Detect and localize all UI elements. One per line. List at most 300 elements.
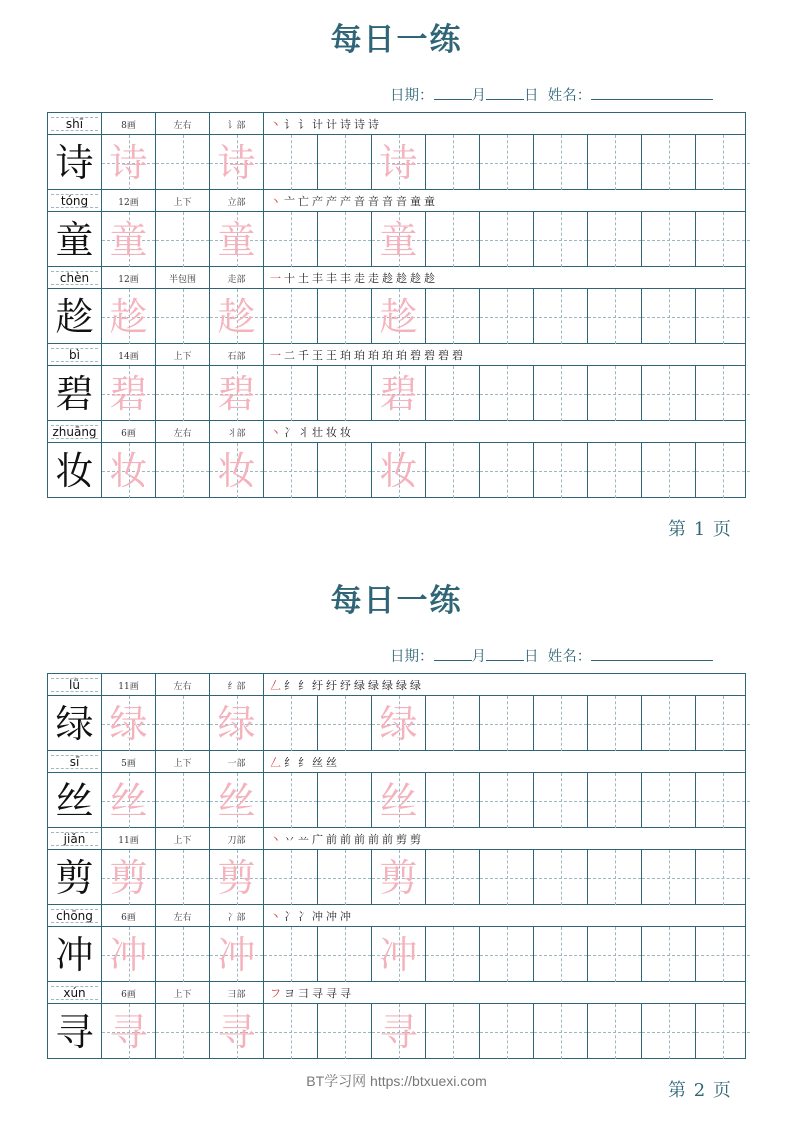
trace-character-cell[interactable] <box>102 773 156 828</box>
stroke-step: 碧 <box>452 349 463 362</box>
structure-label: 左右 <box>156 674 210 696</box>
stroke-step: 彐 <box>298 987 309 1000</box>
practice-cell[interactable] <box>696 773 750 828</box>
practice-cell[interactable] <box>588 212 642 267</box>
stroke-step: フ <box>270 987 281 1000</box>
practice-cell[interactable] <box>264 927 318 982</box>
practice-cell[interactable] <box>318 443 372 498</box>
practice-cell[interactable] <box>318 773 372 828</box>
trace-character-cell[interactable] <box>102 850 156 905</box>
practice-cell[interactable] <box>534 927 588 982</box>
radical-label: 纟部 <box>210 674 264 696</box>
stroke-count: 11画 <box>102 828 156 850</box>
trace-character: 诗 <box>109 140 148 185</box>
trace-character-cell[interactable] <box>372 696 426 751</box>
writing-row <box>48 696 745 751</box>
structure-label: 上下 <box>156 751 210 773</box>
practice-cell[interactable] <box>156 850 210 905</box>
radical-label: 冫部 <box>210 905 264 927</box>
practice-cell[interactable] <box>642 1004 696 1059</box>
trace-character: 寻 <box>109 1009 148 1054</box>
trace-character-cell[interactable] <box>210 212 264 267</box>
writing-row <box>48 927 745 982</box>
stroke-step: 纟 <box>298 756 309 769</box>
practice-cell[interactable] <box>426 443 480 498</box>
practice-cell[interactable] <box>588 443 642 498</box>
practice-cell[interactable] <box>696 1004 750 1059</box>
month-blank <box>434 647 472 661</box>
stroke-step: 童 <box>410 195 421 208</box>
stroke-step: 珀 <box>340 349 351 362</box>
practice-cell[interactable] <box>642 927 696 982</box>
model-character-cell[interactable] <box>48 212 102 267</box>
trace-character: 童 <box>109 217 148 262</box>
stroke-step: 绿 <box>368 679 379 692</box>
trace-character: 剪 <box>109 855 148 900</box>
practice-cell[interactable] <box>426 289 480 344</box>
stroke-step: 冲 <box>326 910 337 923</box>
trace-character: 诗 <box>217 140 256 185</box>
stroke-step: 碧 <box>410 349 421 362</box>
model-character: 绿 <box>55 701 94 746</box>
practice-cell[interactable] <box>480 443 534 498</box>
trace-character-cell[interactable] <box>102 135 156 190</box>
character-info-row <box>48 421 745 443</box>
trace-character-cell[interactable] <box>210 366 264 421</box>
structure-label: 上下 <box>156 190 210 212</box>
model-character: 冲 <box>55 932 94 977</box>
date-label: 日期： <box>390 649 434 665</box>
character-info-row <box>48 982 745 1004</box>
pinyin-label: chōng <box>48 905 102 927</box>
trace-character-cell[interactable] <box>210 850 264 905</box>
stroke-step: 冫 <box>298 910 309 923</box>
stroke-step: 丰 <box>340 272 351 285</box>
model-character-cell[interactable] <box>48 135 102 190</box>
student-info-line <box>390 645 746 666</box>
writing-row <box>48 773 745 828</box>
stroke-step: 亡 <box>298 195 309 208</box>
stroke-step: 前 <box>340 833 351 846</box>
trace-character: 丝 <box>379 778 418 823</box>
pinyin-label: sī <box>48 751 102 773</box>
model-character-cell[interactable] <box>48 773 102 828</box>
stroke-step: 绿 <box>396 679 407 692</box>
stroke-order-sequence <box>266 982 744 1004</box>
practice-cell[interactable] <box>588 1004 642 1059</box>
trace-character-cell[interactable] <box>372 212 426 267</box>
stroke-step: 王 <box>326 349 337 362</box>
trace-character: 碧 <box>109 371 148 416</box>
practice-cell[interactable] <box>588 773 642 828</box>
practice-cell[interactable] <box>642 135 696 190</box>
practice-cell[interactable] <box>264 366 318 421</box>
stroke-order-sequence <box>266 421 744 443</box>
trace-character-cell[interactable] <box>372 366 426 421</box>
stroke-order-sequence <box>266 344 744 366</box>
practice-cell[interactable] <box>480 927 534 982</box>
trace-character-cell[interactable] <box>372 1004 426 1059</box>
stroke-step: 剪 <box>410 833 421 846</box>
structure-label: 上下 <box>156 982 210 1004</box>
practice-cell[interactable] <box>480 366 534 421</box>
stroke-step: 𠃋 <box>270 756 281 769</box>
trace-character-cell[interactable] <box>102 443 156 498</box>
stroke-order-sequence <box>266 905 744 927</box>
trace-character: 妆 <box>379 448 418 493</box>
trace-character-cell[interactable] <box>210 289 264 344</box>
stroke-step: 千 <box>298 349 309 362</box>
practice-cell[interactable] <box>318 696 372 751</box>
trace-character-cell[interactable] <box>210 1004 264 1059</box>
trace-character: 诗 <box>379 140 418 185</box>
trace-character: 剪 <box>379 855 418 900</box>
practice-cell[interactable] <box>642 366 696 421</box>
practice-cell[interactable] <box>588 289 642 344</box>
trace-character: 丝 <box>217 778 256 823</box>
trace-character-cell[interactable] <box>372 773 426 828</box>
model-character: 诗 <box>55 140 94 185</box>
trace-character-cell[interactable] <box>210 696 264 751</box>
model-character: 妆 <box>55 448 94 493</box>
trace-character: 寻 <box>379 1009 418 1054</box>
stroke-step: 珀 <box>368 349 379 362</box>
practice-cell[interactable] <box>480 850 534 905</box>
practice-cell[interactable] <box>588 135 642 190</box>
practice-cell[interactable] <box>696 443 750 498</box>
character-info-row <box>48 905 745 927</box>
pinyin-label: tóng <box>48 190 102 212</box>
name-label: 姓名： <box>547 88 592 104</box>
stroke-step: 绿 <box>382 679 393 692</box>
practice-cell[interactable] <box>534 289 588 344</box>
stroke-step: 丶 <box>270 195 281 208</box>
writing-row <box>48 1004 745 1059</box>
model-character-cell[interactable] <box>48 850 102 905</box>
pinyin-label: shī <box>48 113 102 135</box>
stroke-step: 丰 <box>326 272 337 285</box>
stroke-step: 王 <box>312 349 323 362</box>
practice-cell[interactable] <box>318 289 372 344</box>
stroke-count: 6画 <box>102 905 156 927</box>
practice-cell[interactable] <box>588 696 642 751</box>
practice-cell[interactable] <box>318 1004 372 1059</box>
pinyin-label: lǜ <box>48 674 102 696</box>
site-footer: BT学习网 https://btxuexi.com <box>306 1073 487 1089</box>
trace-character-cell[interactable] <box>372 135 426 190</box>
trace-character-cell[interactable] <box>102 1004 156 1059</box>
stroke-step: 丝 <box>326 756 337 769</box>
stroke-count: 5画 <box>102 751 156 773</box>
model-character: 童 <box>55 217 94 262</box>
stroke-step: 走 <box>354 272 365 285</box>
trace-character-cell[interactable] <box>102 927 156 982</box>
character-info-row <box>48 751 745 773</box>
radical-label: 石部 <box>210 344 264 366</box>
stroke-step: 广 <box>312 833 323 846</box>
trace-character-cell[interactable] <box>102 696 156 751</box>
stroke-step: 一 <box>270 272 281 285</box>
radical-label: 讠部 <box>210 113 264 135</box>
trace-character: 趁 <box>217 294 256 339</box>
practice-cell[interactable] <box>642 696 696 751</box>
day-label: 日 <box>524 649 539 665</box>
practice-cell[interactable] <box>696 366 750 421</box>
radical-label: 刀部 <box>210 828 264 850</box>
practice-cell[interactable] <box>156 696 210 751</box>
trace-character-cell[interactable] <box>210 773 264 828</box>
trace-character-cell[interactable] <box>210 927 264 982</box>
stroke-step: 寻 <box>326 987 337 1000</box>
stroke-step: 𠃋 <box>270 679 281 692</box>
practice-cell[interactable] <box>534 135 588 190</box>
practice-cell[interactable] <box>156 773 210 828</box>
practice-cell[interactable] <box>318 927 372 982</box>
practice-cell[interactable] <box>480 289 534 344</box>
stroke-step: 音 <box>382 195 393 208</box>
practice-cell[interactable] <box>696 927 750 982</box>
stroke-step: 计 <box>326 118 337 131</box>
writing-row <box>48 289 745 344</box>
structure-label: 左右 <box>156 905 210 927</box>
pinyin-label: xún <box>48 982 102 1004</box>
practice-cell[interactable] <box>264 289 318 344</box>
stroke-step: 音 <box>354 195 365 208</box>
month-label: 月 <box>471 88 486 104</box>
stroke-step: 剪 <box>396 833 407 846</box>
stroke-step: 前 <box>368 833 379 846</box>
stroke-step: 前 <box>382 833 393 846</box>
model-character-cell[interactable] <box>48 696 102 751</box>
practice-cell[interactable] <box>534 212 588 267</box>
stroke-step: 珀 <box>396 349 407 362</box>
stroke-step: 寻 <box>312 987 323 1000</box>
trace-character: 寻 <box>217 1009 256 1054</box>
practice-cell[interactable] <box>426 773 480 828</box>
practice-cell[interactable] <box>642 773 696 828</box>
name-blank <box>591 86 713 100</box>
character-info-row <box>48 113 745 135</box>
practice-cell[interactable] <box>534 850 588 905</box>
character-info-row <box>48 267 745 289</box>
practice-cell[interactable] <box>426 850 480 905</box>
model-character-cell[interactable] <box>48 927 102 982</box>
practice-cell[interactable] <box>480 135 534 190</box>
stroke-order-sequence <box>266 828 744 850</box>
practice-cell[interactable] <box>534 773 588 828</box>
stroke-step: 冫 <box>284 426 295 439</box>
practice-cell[interactable] <box>480 773 534 828</box>
page-number: 第 2 页 <box>668 1080 732 1101</box>
practice-cell[interactable] <box>696 135 750 190</box>
practice-cell[interactable] <box>426 1004 480 1059</box>
stroke-step: 产 <box>326 195 337 208</box>
date-label: 日期： <box>390 88 434 104</box>
structure-label: 左右 <box>156 421 210 443</box>
character-info-row <box>48 828 745 850</box>
practice-cell[interactable] <box>426 366 480 421</box>
stroke-step: 诗 <box>368 118 379 131</box>
practice-cell[interactable] <box>696 696 750 751</box>
practice-grid <box>47 673 746 1059</box>
stroke-step: 绿 <box>410 679 421 692</box>
structure-label: 上下 <box>156 344 210 366</box>
practice-cell[interactable] <box>318 850 372 905</box>
practice-cell[interactable] <box>642 289 696 344</box>
stroke-step: 诗 <box>354 118 365 131</box>
trace-character-cell[interactable] <box>372 850 426 905</box>
stroke-step: 土 <box>298 272 309 285</box>
pinyin-label: chèn <box>48 267 102 289</box>
stroke-order-sequence <box>266 751 744 773</box>
stroke-step: 纡 <box>326 679 337 692</box>
practice-cell[interactable] <box>264 212 318 267</box>
stroke-step: 讠 <box>298 118 309 131</box>
name-blank <box>591 647 713 661</box>
pinyin-label: jiǎn <box>48 828 102 850</box>
stroke-step: 纡 <box>312 679 323 692</box>
practice-cell[interactable] <box>426 135 480 190</box>
practice-cell[interactable] <box>588 927 642 982</box>
stroke-step: 丶 <box>270 118 281 131</box>
stroke-step: 寻 <box>340 987 351 1000</box>
trace-character-cell[interactable] <box>210 443 264 498</box>
trace-character: 碧 <box>379 371 418 416</box>
stroke-order-sequence <box>266 267 744 289</box>
practice-cell[interactable] <box>426 696 480 751</box>
stroke-step: 䒑 <box>298 833 309 846</box>
page-title: 每日一练 <box>330 22 463 58</box>
trace-character-cell[interactable] <box>102 289 156 344</box>
stroke-step: 产 <box>312 195 323 208</box>
stroke-count: 6画 <box>102 982 156 1004</box>
radical-label: 走部 <box>210 267 264 289</box>
trace-character: 冲 <box>379 932 418 977</box>
practice-cell[interactable] <box>642 850 696 905</box>
practice-cell[interactable] <box>264 773 318 828</box>
day-blank <box>486 86 524 100</box>
practice-cell[interactable] <box>318 366 372 421</box>
stroke-step: 纟 <box>284 756 295 769</box>
stroke-step: 纾 <box>340 679 351 692</box>
stroke-step: 音 <box>396 195 407 208</box>
trace-character-cell[interactable] <box>372 289 426 344</box>
practice-cell[interactable] <box>156 366 210 421</box>
stroke-step: 趁 <box>424 272 435 285</box>
stroke-step: 冲 <box>312 910 323 923</box>
trace-character: 趁 <box>379 294 418 339</box>
practice-cell[interactable] <box>264 135 318 190</box>
stroke-step: ヨ <box>284 987 295 1000</box>
stroke-step: 碧 <box>424 349 435 362</box>
structure-label: 半包围 <box>156 267 210 289</box>
model-character: 碧 <box>55 371 94 416</box>
stroke-step: 丰 <box>312 272 323 285</box>
trace-character: 绿 <box>109 701 148 746</box>
stroke-step: 前 <box>326 833 337 846</box>
stroke-count: 11画 <box>102 674 156 696</box>
practice-cell[interactable] <box>534 696 588 751</box>
practice-cell[interactable] <box>156 289 210 344</box>
trace-character-cell[interactable] <box>102 212 156 267</box>
structure-label: 左右 <box>156 113 210 135</box>
practice-cell[interactable] <box>642 212 696 267</box>
trace-character-cell[interactable] <box>372 443 426 498</box>
structure-label: 上下 <box>156 828 210 850</box>
page-number: 第 1 页 <box>668 519 732 540</box>
practice-cell[interactable] <box>480 1004 534 1059</box>
practice-cell[interactable] <box>426 212 480 267</box>
trace-character: 妆 <box>217 448 256 493</box>
month-label: 月 <box>471 649 486 665</box>
model-character-cell[interactable] <box>48 289 102 344</box>
stroke-step: 冫 <box>284 910 295 923</box>
practice-cell[interactable] <box>480 696 534 751</box>
practice-cell[interactable] <box>588 850 642 905</box>
stroke-count: 8画 <box>102 113 156 135</box>
worksheet-page-2 <box>0 561 793 1122</box>
practice-cell[interactable] <box>696 850 750 905</box>
stroke-step: 诗 <box>340 118 351 131</box>
stroke-step: 趁 <box>410 272 421 285</box>
stroke-step: 二 <box>284 349 295 362</box>
stroke-step: 壮 <box>312 426 323 439</box>
practice-cell[interactable] <box>264 850 318 905</box>
trace-character: 童 <box>379 217 418 262</box>
trace-character-cell[interactable] <box>210 135 264 190</box>
model-character-cell[interactable] <box>48 366 102 421</box>
practice-cell[interactable] <box>426 927 480 982</box>
model-character-cell[interactable] <box>48 1004 102 1059</box>
practice-cell[interactable] <box>642 443 696 498</box>
trace-character-cell[interactable] <box>372 927 426 982</box>
month-blank <box>434 86 472 100</box>
practice-cell[interactable] <box>156 927 210 982</box>
practice-cell[interactable] <box>156 1004 210 1059</box>
character-info-row <box>48 344 745 366</box>
practice-cell[interactable] <box>534 443 588 498</box>
radical-label: 立部 <box>210 190 264 212</box>
writing-row <box>48 366 745 421</box>
trace-character: 剪 <box>217 855 256 900</box>
model-character-cell[interactable] <box>48 443 102 498</box>
writing-row <box>48 135 745 190</box>
practice-cell[interactable] <box>156 135 210 190</box>
trace-character: 绿 <box>379 701 418 746</box>
practice-cell[interactable] <box>156 443 210 498</box>
stroke-step: 丶 <box>270 910 281 923</box>
stroke-step: 丬 <box>298 426 309 439</box>
stroke-step: 计 <box>312 118 323 131</box>
stroke-step: 趁 <box>382 272 393 285</box>
practice-cell[interactable] <box>696 212 750 267</box>
stroke-step: 冲 <box>340 910 351 923</box>
practice-cell[interactable] <box>264 443 318 498</box>
practice-cell[interactable] <box>156 212 210 267</box>
practice-cell[interactable] <box>264 1004 318 1059</box>
stroke-step: 一 <box>270 349 281 362</box>
practice-cell[interactable] <box>588 366 642 421</box>
trace-character-cell[interactable] <box>102 366 156 421</box>
practice-cell[interactable] <box>534 1004 588 1059</box>
model-character: 寻 <box>55 1009 94 1054</box>
practice-cell[interactable] <box>318 135 372 190</box>
practice-cell[interactable] <box>318 212 372 267</box>
practice-cell[interactable] <box>264 696 318 751</box>
practice-cell[interactable] <box>480 212 534 267</box>
practice-cell[interactable] <box>696 289 750 344</box>
practice-cell[interactable] <box>534 366 588 421</box>
